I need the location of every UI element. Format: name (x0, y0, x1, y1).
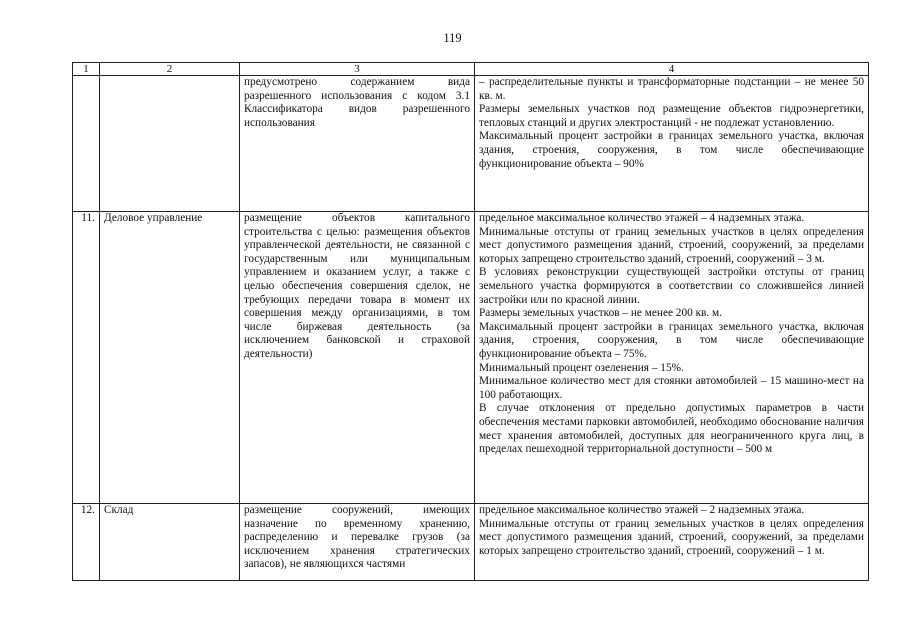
table-row (73, 504, 869, 581)
use-name: Деловое управление (100, 212, 240, 504)
use-description (240, 504, 475, 581)
use-parameters (475, 212, 869, 504)
parameter-line: Размеры земельных участков – не менее 200 кв. м. (479, 307, 723, 320)
use-description (240, 212, 475, 504)
header-col-1: 1 (73, 63, 100, 76)
row-number: 11. (73, 212, 100, 504)
parameter-line: Минимальное количество мест для стоянки автомобилей – 15 машино-мест на 100 работающих. (479, 375, 864, 401)
parameter-line: предельное максимальное количество этажей – 4 надземных этажа. (479, 212, 805, 224)
use-parameters (475, 504, 869, 581)
parameter-line: В условиях реконструкции существующей застройки отступы от границ земельного участка формируются в соответствии со сложившейся линией застройки или по красной линии. (479, 266, 864, 306)
use-description (240, 76, 475, 212)
description-text: предусмотрено содержанием вида разрешенного использования с кодом 3.1 Классификатора видов разрешенного использования (244, 76, 470, 129)
use-name: Склад (100, 504, 240, 581)
parameter-line: Максимальный процент застройки в границах земельного участка, включая здания, строения, сооружения, в том числе обеспечивающие функционирование объекта – 90% (479, 130, 864, 170)
header-col-3: 3 (240, 63, 475, 76)
header-col-4: 4 (475, 63, 869, 76)
parameter-line: Минимальный процент озеленения – 15%. (479, 361, 684, 374)
table-row (73, 76, 869, 212)
page-number: 119 (443, 31, 462, 45)
use-name (100, 76, 240, 212)
parameter-line: Минимальные отступы от границ земельных участков в целях определения мест допустимого размещения зданий, строений, сооружений, за пределами которых запрещено строительство зданий, строений, сооружений – 1 м. (479, 517, 864, 557)
row-number: 12. (73, 504, 100, 581)
description-text: размещение объектов капитального строительства с целью: размещения объектов управленческой деятельности, не связанной с государственным или муниципальным управлением и оказанием услуг, а также с целью обеспечения совершения сделок, не требующих передачи товара в момент их совершения между организациями, в том числе биржевая деятельность (за исключением банковской и страховой деятельности) (244, 212, 470, 360)
description-text: размещение сооружений, имеющих назначение по временному хранению, распределению и перевалке грузов (за исключением хранения стратегических запасов), не являющихся частями (244, 504, 470, 571)
parameter-line: предельное максимальное количество этажей – 2 надземных этажа. (479, 504, 805, 516)
table-header-row (73, 63, 869, 76)
use-parameters (475, 76, 869, 212)
parameter-line: Минимальные отступы от границ земельных участков в целях определения мест допустимого размещения зданий, строений, сооружений, за пределами которых запрещено строительство зданий, строений, сооружений – 3 м. (479, 225, 864, 265)
parameter-line: В случае отклонения от предельно допустимых параметров в части обеспечения местами парковки автомобилей, необходимо обоснование наличия мест хранения автомобилей, доступных для неограниченного круга лиц, в пределах пешеходной территориальной доступности – 500 м (479, 402, 864, 456)
row-number (73, 76, 100, 212)
header-col-2: 2 (100, 63, 240, 76)
parameter-line: – распределительные пункты и трансформаторные подстанции – не менее 50 кв. м. (479, 76, 864, 102)
parameter-line: Размеры земельных участков под размещение объектов гидроэнергетики, тепловых станций и других электростанций - не подлежат установлению. (479, 103, 864, 129)
table-row (73, 212, 869, 504)
regulations-table (72, 62, 869, 581)
parameter-line: Максимальный процент застройки в границах земельного участка, включая здания, строения, сооружения, в том числе обеспечивающие функционирование объекта – 75%. (479, 320, 864, 360)
